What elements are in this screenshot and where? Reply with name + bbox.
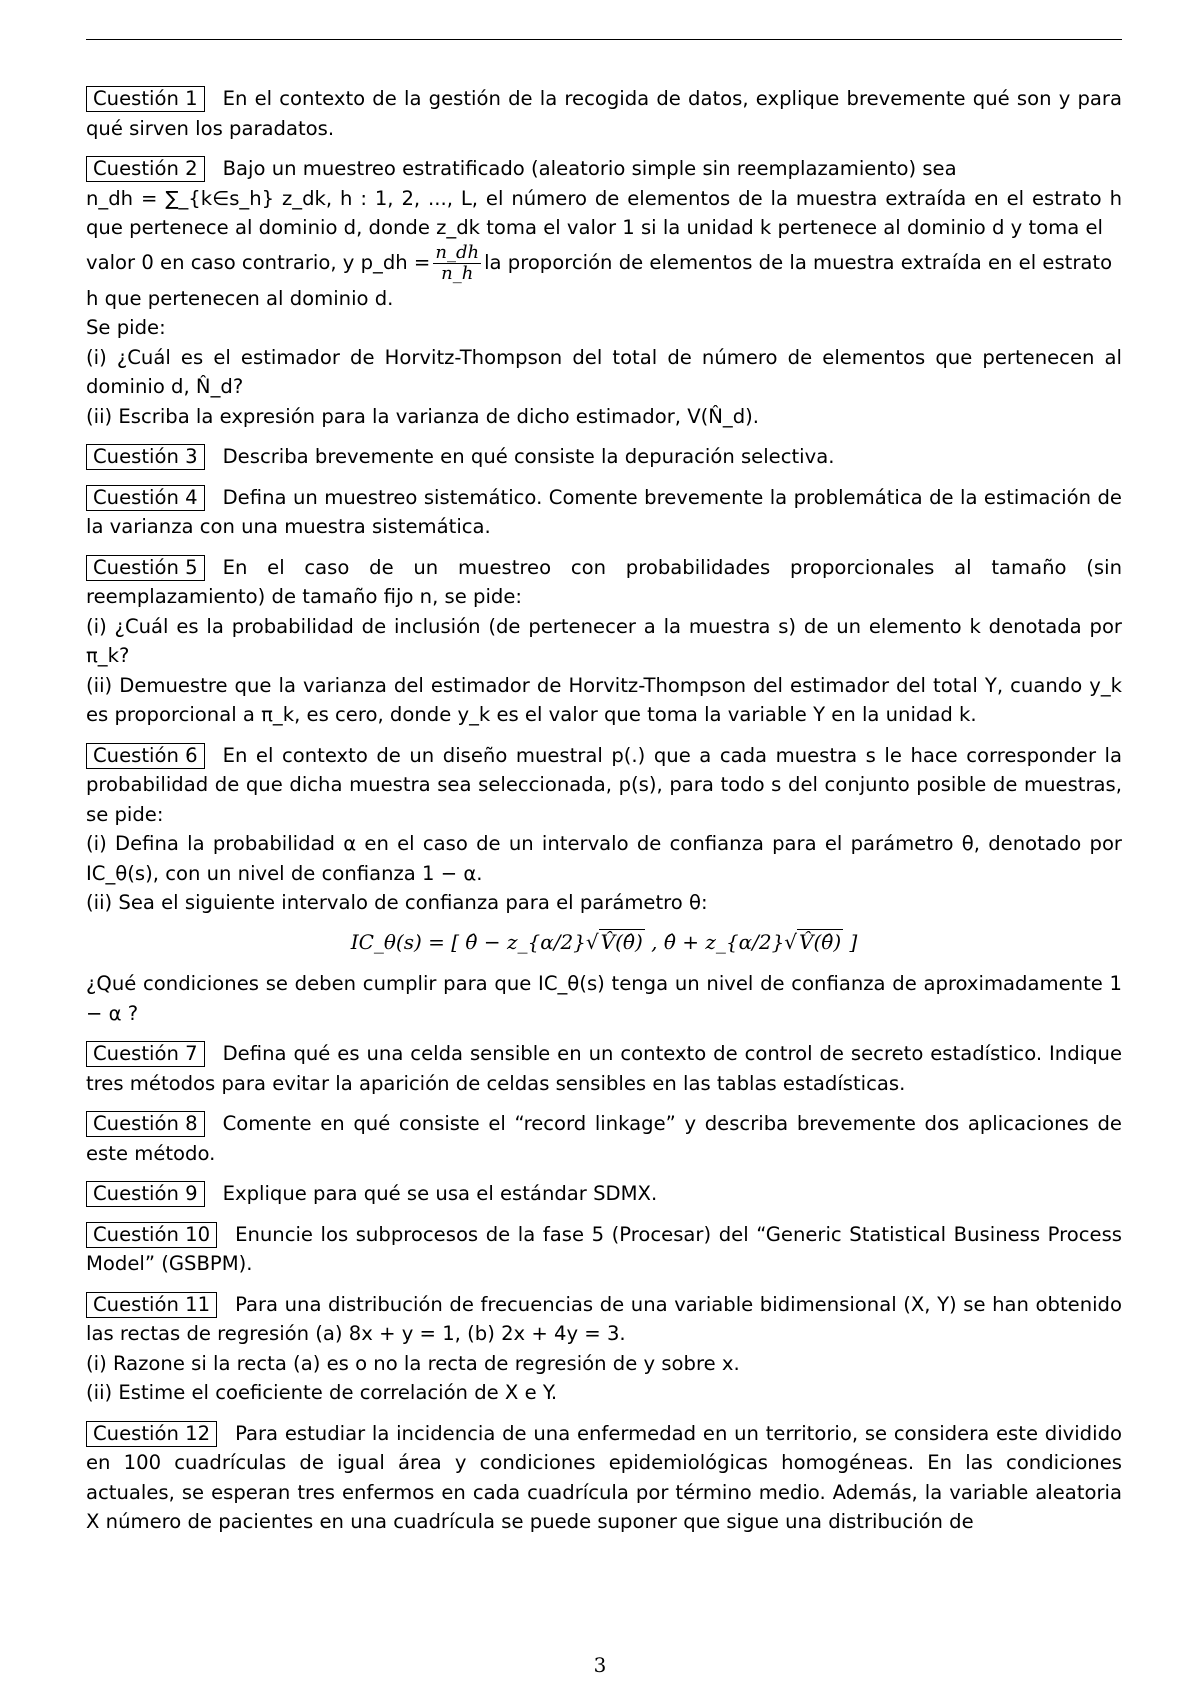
question-9 — [86, 1179, 1122, 1209]
question-label: Cuestión 8 — [86, 1111, 205, 1137]
proportion-fraction — [433, 243, 481, 284]
question-item-ii: (ii) Sea el siguiente intervalo de confianza para el parámetro θ: — [86, 891, 708, 914]
question-8 — [86, 1109, 1122, 1168]
question-label: Cuestión 9 — [86, 1181, 205, 1207]
question-label: Cuestión 1 — [86, 86, 205, 112]
question-3 — [86, 442, 1122, 472]
question-label: Cuestión 5 — [86, 555, 205, 581]
question-item-i: (i) Razone si la recta (a) es o no la recta de regresión de y sobre x. — [86, 1351, 740, 1375]
question-closing: ¿Qué condiciones se deben cumplir para que IC_θ(s) tenga un nivel de confianza de aproximadamente 1 − α ? — [86, 972, 1122, 1025]
question-label: Cuestión 11 — [86, 1292, 217, 1318]
question-text: Defina un muestreo sistemático. Comente brevemente la problemática de la estimación de la varianza con una muestra sistemática. — [86, 485, 1122, 538]
question-intro: Para una distribución de frecuencias de una variable bidimensional (X, Y) se han obtenido las rectas de regresión (a) 8x + y = 1, (b) 2x + 4y = 3. — [86, 1292, 1122, 1345]
question-5 — [86, 553, 1122, 730]
fraction-numerator: n_dh — [435, 241, 480, 263]
question-label: Cuestión 7 — [86, 1041, 205, 1067]
header-rule — [86, 39, 1122, 40]
page-number: 3 — [593, 1653, 607, 1677]
question-item-i: (i) ¿Cuál es el estimador de Horvitz-Thompson del total de número de elementos que pertenecen al dominio d, N̂_d? — [86, 345, 1122, 398]
question-text: En el contexto de la gestión de la recogida de datos, explique brevemente qué son y para qué sirven los paradatos. — [86, 87, 1122, 140]
question-item-i: (i) ¿Cuál es la probabilidad de inclusión (de pertenecer a la muestra s) de un elemento k denotada por π_k? — [86, 614, 1122, 667]
question-text: Para estudiar la incidencia de una enfermedad en un territorio, se considera este dividido en 100 cuadrículas de igual área y condiciones epidemiológicas homogéneas. En las condiciones actuales, se esperan tres enfermos en cada cuadrícula por término medio. Además, la variable aleatoria X número de pacientes en una cuadrícula se puede suponer que sigue una distribución de — [86, 1421, 1122, 1533]
question-item-ii: (ii) Demuestre que la varianza del estimador de Horvitz-Thompson del estimador del total Y, cuando y_k es proporcional a π_k, es cero, donde y_k es el valor que toma la variable Y en la unidad k. — [86, 673, 1122, 726]
question-item-ii: (ii) Estime el coeficiente de correlación de X e Y. — [86, 1381, 558, 1404]
question-7 — [86, 1039, 1122, 1098]
question-text: Explique para qué se usa el estándar SDMX. — [222, 1182, 658, 1205]
question-6 — [86, 741, 1122, 1029]
confidence-interval-formula — [86, 928, 1122, 958]
formula-right: ] — [843, 929, 858, 954]
question-intro: Bajo un muestreo estratificado (aleatorio simple sin reemplazamiento) sea — [222, 157, 957, 180]
question-label: Cuestión 10 — [86, 1222, 217, 1248]
fraction-denominator: n_h — [441, 262, 474, 284]
question-text: Comente en qué consiste el “record linkage” y describa brevemente dos aplicaciones de este método. — [86, 1112, 1122, 1165]
question-label: Cuestión 12 — [86, 1421, 217, 1447]
question-intro: En el caso de un muestreo con probabilidades proporcionales al tamaño (sin reemplazamiento) de tamaño fijo n, se pide: — [86, 555, 1122, 608]
definition-fraction-pre: valor 0 en caso contrario, y p_dh = — [86, 250, 431, 274]
question-label: Cuestión 3 — [86, 444, 205, 470]
formula-left: IC_θ(s) = [ θ̂ − z_{α/2} — [350, 929, 586, 954]
question-4 — [86, 483, 1122, 542]
question-1 — [86, 84, 1122, 143]
document-body — [86, 84, 1122, 1537]
question-2 — [86, 154, 1122, 431]
question-intro: En el contexto de un diseño muestral p(.) que a cada muestra s le hace corresponder la probabilidad de que dicha muestra sea seleccionada, p(s), para todo s del conjunto posible de muestras, se pide: — [86, 743, 1122, 826]
question-10 — [86, 1220, 1122, 1279]
question-11 — [86, 1290, 1122, 1408]
definition-fraction-post: la proporción de elementos de la muestra extraída en el estrato — [484, 250, 1113, 274]
question-ask: Se pide: — [86, 316, 166, 339]
question-text: Enuncie los subprocesos de la fase 5 (Procesar) del “Generic Statistical Business Process Model” (GSBPM). — [86, 1222, 1122, 1275]
question-label: Cuestión 6 — [86, 743, 205, 769]
question-item-ii: (ii) Escriba la expresión para la varianza de dicho estimador, V(N̂_d). — [86, 404, 760, 428]
question-label: Cuestión 2 — [86, 156, 205, 182]
definition-end: h que pertenecen al dominio d. — [86, 286, 394, 310]
question-text: Describa brevemente en qué consiste la depuración selectiva. — [222, 445, 835, 468]
definition-text: n_dh = ∑_{k∈s_h} z_dk, h : 1, 2, ..., L, el número de elementos de la muestra extraída en el estrato h que pertenece al dominio d, donde z_dk toma el valor 1 si la unidad k pertenece al dominio d y toma el — [86, 186, 1122, 239]
question-item-i: (i) Defina la probabilidad α en el caso de un intervalo de confianza para el parámetro θ, denotado por IC_θ(s), con un nivel de confianza 1 − α. — [86, 832, 1122, 885]
formula-mid: , θ̂ + z_{α/2} — [644, 929, 785, 954]
sqrt-symbol: √ V̂(θ̂) — [585, 929, 643, 954]
question-12 — [86, 1419, 1122, 1537]
question-text: Defina qué es una celda sensible en un contexto de control de secreto estadístico. Indique tres métodos para evitar la aparición de celdas sensibles en las tablas estadísticas. — [86, 1042, 1122, 1095]
sqrt-symbol: √ V̂(θ̂) — [784, 929, 842, 954]
question-label: Cuestión 4 — [86, 485, 205, 511]
